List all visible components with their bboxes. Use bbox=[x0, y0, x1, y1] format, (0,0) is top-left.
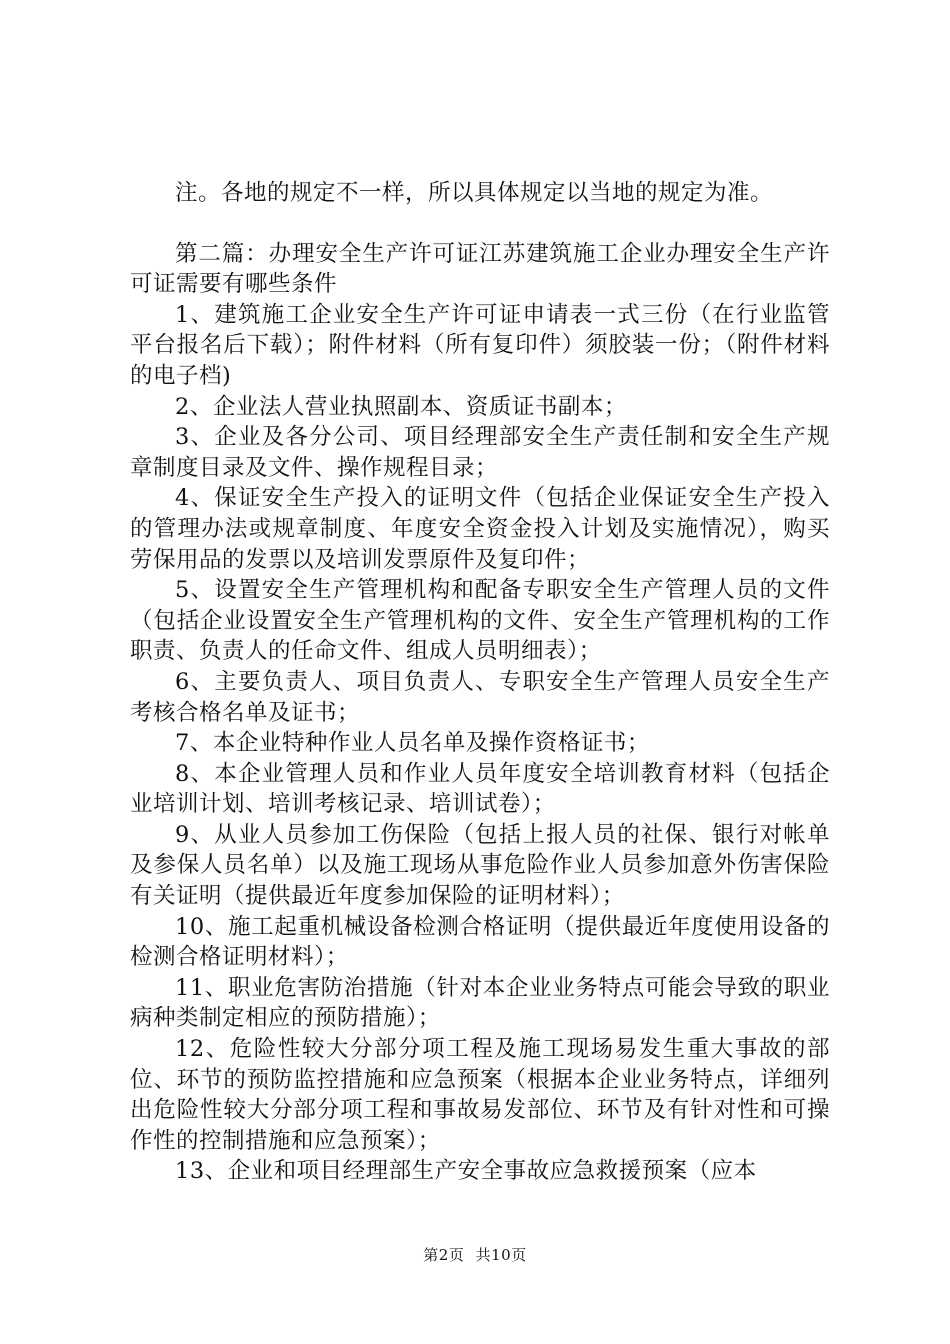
list-item: 12、危险性较大分部分项工程及施工现场易发生重大事故的部位、环节的预防监控措施和应急预案（根据本企业业务特点，详细列出危险性较大分部分项工程和事故易发部位、环节及有针对性和可操作性的控制措施和应急预案）； bbox=[130, 1036, 830, 1154]
list-item: 11、职业危害防治措施（针对本企业业务特点可能会导致的职业病种类制定相应的预防措施）； bbox=[130, 974, 830, 1032]
section-title-paragraph: 第二篇：办理安全生产许可证江苏建筑施工企业办理安全生产许可证需要有哪些条件 bbox=[130, 240, 830, 298]
list-item: 8、本企业管理人员和作业人员年度安全培训教育材料（包括企业培训计划、培训考核记录、培训试卷）； bbox=[130, 760, 830, 818]
page-number: 第2页 bbox=[423, 1246, 465, 1264]
list-item: 6、主要负责人、项目负责人、专职安全生产管理人员安全生产考核合格名单及证书； bbox=[130, 668, 830, 726]
page-total: 共10页 bbox=[475, 1246, 527, 1264]
note-paragraph: 注。各地的规定不一样，所以具体规定以当地的规定为准。 bbox=[175, 180, 774, 206]
list-item: 2、企业法人营业执照副本、资质证书副本； bbox=[175, 393, 627, 420]
list-item: 5、设置安全生产管理机构和配备专职安全生产管理人员的文件（包括企业设置安全生产管理机构的文件、安全生产管理机构的工作职责、负责人的任命文件、组成人员明细表）； bbox=[130, 577, 830, 665]
list-item: 3、企业及各分公司、项目经理部安全生产责任制和安全生产规章制度目录及文件、操作规程目录； bbox=[130, 424, 830, 481]
list-item: 7、本企业特种作业人员名单及操作资格证书； bbox=[175, 730, 650, 757]
list-item: 10、施工起重机械设备检测合格证明（提供最近年度使用设备的检测合格证明材料）； bbox=[130, 913, 830, 971]
list-item: 13、企业和项目经理部生产安全事故应急救援预案（应本 bbox=[175, 1158, 757, 1185]
list-item: 1、建筑施工企业安全生产许可证申请表一式三份（在行业监管平台报名后下载）；附件材料（所有复印件）须胶装一份；（附件材料的电子档) bbox=[130, 301, 830, 389]
page-footer bbox=[0, 1244, 950, 1265]
list-item: 9、从业人员参加工伤保险（包括上报人员的社保、银行对帐单及参保人员名单）以及施工现场从事危险作业人员参加意外伤害保险有关证明（提供最近年度参加保险的证明材料）； bbox=[130, 821, 830, 910]
list-item: 4、保证安全生产投入的证明文件（包括企业保证安全生产投入的管理办法或规章制度、年度安全资金投入计划及实施情况），购买劳保用品的发票以及培训发票原件及复印件； bbox=[130, 485, 830, 573]
document-body bbox=[130, 178, 830, 1187]
